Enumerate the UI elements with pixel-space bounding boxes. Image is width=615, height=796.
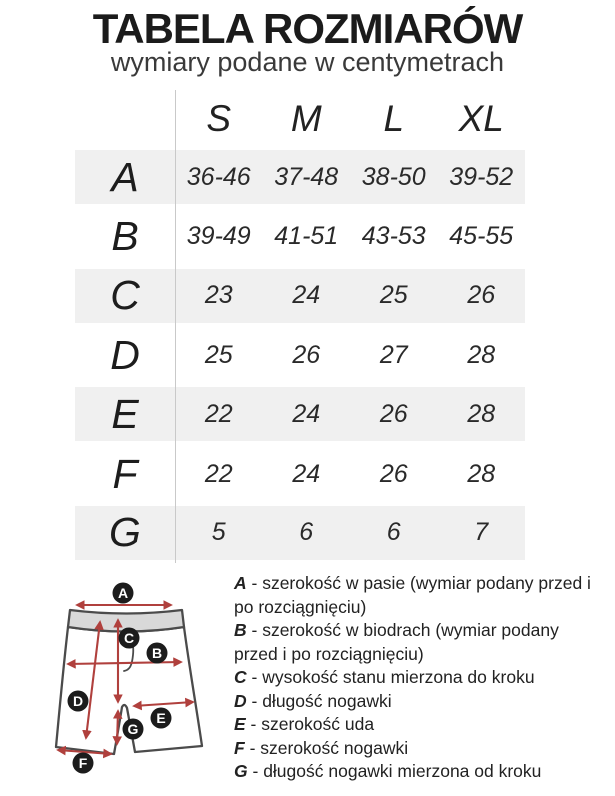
legend-separator: -: [246, 667, 263, 687]
legend-text: szerokość w pasie (wymiar podany przed i po rozciągnięciu): [234, 573, 591, 617]
cell-d-xl: 28: [467, 341, 496, 370]
table-row-c: [75, 267, 525, 326]
legend-separator: -: [246, 620, 263, 640]
legend-text: wysokość stanu mierzona do kroku: [262, 667, 535, 687]
legend-separator: -: [247, 761, 264, 781]
cell-a-l: 38-50: [361, 162, 426, 191]
legend-separator: -: [246, 573, 263, 593]
legend-letter: F: [234, 737, 245, 758]
legend-text: szerokość nogawki: [260, 737, 409, 758]
legend-letter: G: [234, 761, 248, 781]
svg-text:G: G: [127, 721, 139, 737]
cell-d-s: 25: [204, 341, 233, 370]
svg-text:C: C: [123, 630, 135, 646]
legend-item-f: [234, 737, 604, 761]
row-label: E: [111, 390, 139, 437]
cell-c-m: 24: [292, 281, 321, 310]
table-row-g: [75, 504, 525, 563]
table-row-f: [75, 444, 525, 503]
legend-text: szerokość uda: [261, 714, 375, 734]
marker-badge-g: [123, 719, 144, 740]
legend-text: długość nogawki mierzona od kroku: [263, 761, 542, 781]
legend-text: szerokość w biodrach (wymiar podany przed i po rozciągnięciu): [234, 620, 559, 664]
table-row-d: [75, 326, 525, 385]
legend-item-d: [234, 690, 604, 714]
cell-g-l: 6: [386, 518, 401, 547]
marker-badge-c: [119, 628, 140, 649]
row-label: G: [109, 509, 141, 556]
table-header-row: [75, 90, 525, 148]
legend-separator: -: [245, 714, 262, 734]
cell-a-m: 37-48: [274, 162, 339, 191]
page-title: TABELA ROZMIARÓW: [92, 5, 523, 52]
cell-d-l: 27: [379, 341, 408, 370]
legend-item-a: [234, 572, 604, 619]
cell-f-xl: 28: [467, 459, 496, 488]
row-label: C: [110, 272, 140, 319]
marker-badge-a: [113, 583, 134, 604]
row-label: F: [112, 450, 138, 497]
svg-text:A: A: [117, 585, 129, 601]
legend-separator: -: [246, 690, 263, 711]
table-row-e: [75, 385, 525, 444]
table-row-a: [75, 148, 525, 207]
cell-g-s: 5: [211, 518, 226, 547]
legend-letter: B: [234, 620, 247, 640]
svg-text:E: E: [156, 710, 166, 726]
legend-letter: C: [234, 667, 247, 687]
page-subtitle: wymiary podane w centymetrach: [110, 47, 505, 77]
legend-separator: -: [244, 737, 261, 758]
cell-f-s: 22: [204, 459, 233, 488]
cell-c-l: 25: [379, 281, 408, 310]
shorts-measurement-diagram: [30, 565, 210, 795]
cell-a-xl: 39-52: [449, 162, 514, 191]
cell-c-xl: 26: [467, 281, 496, 310]
cell-b-m: 41-51: [274, 222, 339, 251]
row-label: D: [110, 332, 140, 379]
column-header-m: M: [290, 98, 322, 139]
column-header-l: L: [383, 98, 405, 139]
legend-letter: D: [234, 690, 247, 711]
cell-c-s: 23: [204, 281, 233, 310]
measurement-legend: [234, 572, 604, 784]
cell-g-m: 6: [299, 518, 314, 547]
measure-arrow-g: [117, 711, 118, 744]
cell-b-l: 43-53: [361, 222, 426, 251]
cell-f-m: 24: [292, 459, 321, 488]
cell-e-xl: 28: [467, 399, 496, 428]
legend-item-e: [234, 713, 604, 737]
row-label: B: [111, 213, 139, 260]
column-divider: [175, 90, 176, 563]
cell-g-xl: 7: [474, 518, 489, 547]
cell-e-s: 22: [204, 399, 233, 428]
legend-item-g: [234, 760, 604, 784]
table-row-b: [75, 207, 525, 266]
marker-badge-e: [151, 708, 172, 729]
cell-e-l: 26: [379, 399, 408, 428]
legend-letter: A: [234, 573, 247, 593]
cell-d-m: 26: [292, 341, 321, 370]
legend-item-c: [234, 666, 604, 690]
legend-text: długość nogawki: [262, 690, 392, 711]
svg-text:B: B: [151, 645, 163, 661]
marker-badge-d: [68, 691, 89, 712]
legend-item-b: [234, 619, 604, 666]
cell-b-s: 39-49: [186, 222, 251, 251]
cell-b-xl: 45-55: [449, 222, 514, 251]
svg-text:D: D: [72, 693, 84, 709]
cell-f-l: 26: [379, 459, 408, 488]
cell-e-m: 24: [292, 399, 321, 428]
column-header-s: S: [206, 98, 232, 139]
cell-a-s: 36-46: [186, 162, 251, 191]
column-header-xl: XL: [458, 98, 504, 139]
marker-badge-f: [73, 753, 94, 774]
size-table: [75, 90, 525, 563]
row-label: A: [111, 153, 139, 200]
legend-letter: E: [234, 714, 246, 734]
marker-badge-b: [147, 643, 168, 664]
svg-text:F: F: [78, 755, 88, 771]
